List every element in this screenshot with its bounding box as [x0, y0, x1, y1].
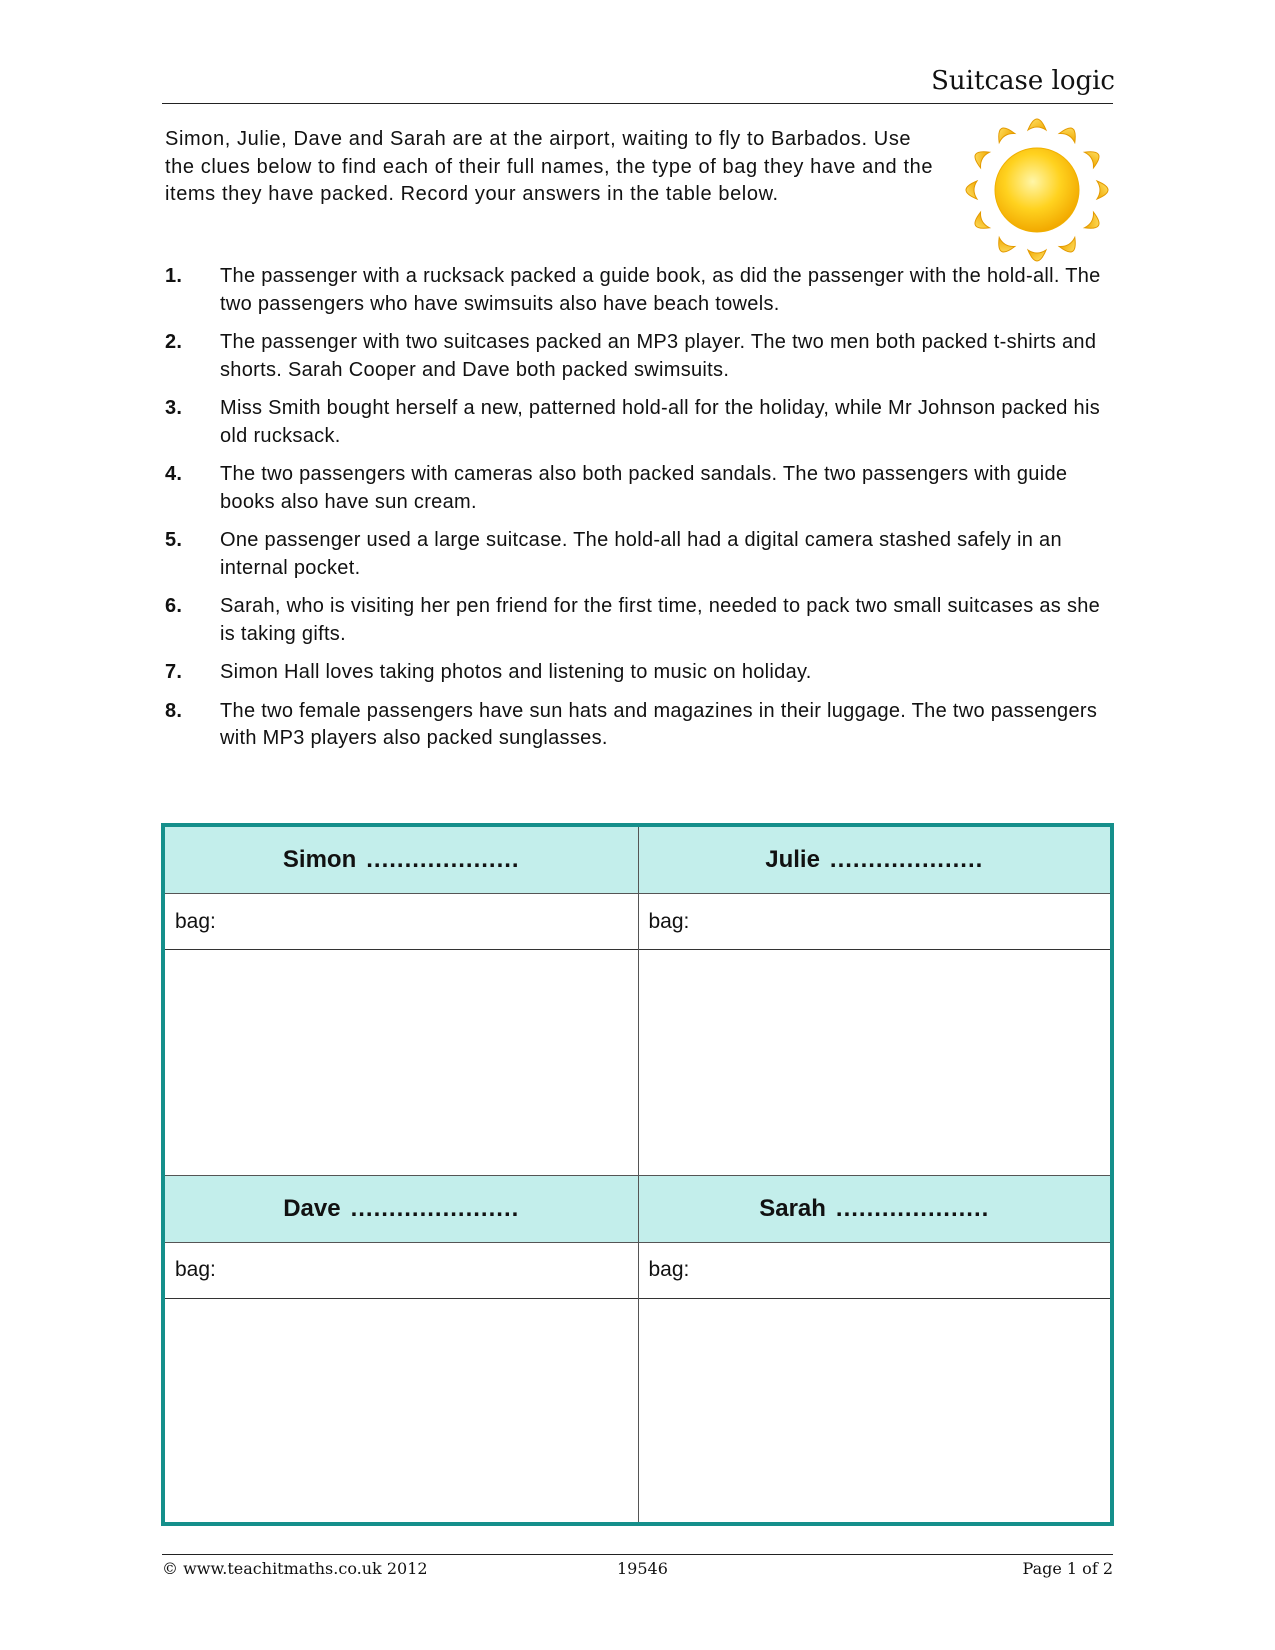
items-area[interactable]: [639, 1299, 1111, 1523]
answer-cell-dave: [165, 1175, 638, 1523]
header-divider: [162, 103, 1113, 104]
surname-blank[interactable]: ......................: [350, 1194, 520, 1222]
name-header: [165, 1176, 638, 1243]
clue-item: [165, 593, 1115, 648]
bag-label: bag:: [175, 1258, 216, 1281]
name-header: [639, 827, 1111, 894]
answer-table: [161, 823, 1114, 1526]
bag-label: bag:: [175, 909, 216, 933]
clue-text: The passenger with two suitcases packed an MP3 player. The two men both packed t-shirts and shorts. Sarah Cooper and Dave both packed swimsuits.: [220, 331, 1097, 381]
clue-number: 7.: [165, 661, 183, 683]
resource-code: 19546: [617, 1559, 668, 1578]
clue-item: [165, 659, 1115, 687]
clue-text: Miss Smith bought herself a new, patterned hold-all for the holiday, while Mr Johnson packed his old rucksack.: [220, 397, 1100, 447]
bag-label: bag:: [648, 909, 690, 933]
footer-divider: [162, 1554, 1113, 1555]
clue-text: Sarah, who is visiting her pen friend for the first time, needed to pack two small suitcases as she is taking gifts.: [220, 595, 1101, 645]
items-area[interactable]: [639, 950, 1111, 1175]
answer-cell-sarah: [638, 1175, 1111, 1523]
clue-list: [165, 263, 1115, 764]
clue-item: [165, 461, 1115, 516]
clue-item: [165, 395, 1115, 450]
clue-number: 2.: [165, 331, 183, 353]
clue-number: 4.: [165, 463, 183, 485]
items-area[interactable]: [165, 1299, 638, 1523]
name-header: [165, 827, 638, 894]
surname-blank[interactable]: ....................: [829, 846, 984, 873]
clue-item: [165, 698, 1115, 753]
clue-text: Simon Hall loves taking photos and listening to music on holiday.: [220, 661, 812, 683]
person-name: Julie: [765, 846, 820, 873]
page-number: Page 1 of 2: [1022, 1559, 1113, 1578]
answer-cell-julie: [638, 827, 1111, 1175]
clue-number: 5.: [165, 529, 183, 551]
bag-field[interactable]: [165, 1243, 638, 1299]
sun-icon: [955, 112, 1120, 272]
clue-item: [165, 527, 1115, 582]
answer-cell-simon: [165, 827, 638, 1175]
clue-number: 8.: [165, 699, 183, 722]
clue-number: 6.: [165, 595, 183, 617]
page-title: Suitcase logic: [931, 66, 1115, 96]
person-name: Dave: [283, 1194, 341, 1222]
clue-text: The passenger with a rucksack packed a guide book, as did the passenger with the hold-all. The two passengers who have swimsuits also have beach towels.: [220, 265, 1101, 315]
name-header: [639, 1176, 1111, 1243]
surname-blank[interactable]: ....................: [366, 846, 520, 873]
person-name: Sarah: [759, 1194, 826, 1222]
clue-text: The two passengers with cameras also both packed sandals. The two passengers with guide books also have sun cream.: [220, 463, 1068, 513]
clue-number: 1.: [165, 265, 183, 287]
clue-text: The two female passengers have sun hats and magazines in their luggage. The two passengers with MP3 players also packed sunglasses.: [220, 699, 1098, 749]
clue-item: [165, 263, 1115, 318]
person-name: Simon: [282, 846, 357, 873]
clue-item: [165, 329, 1115, 384]
bag-field[interactable]: [165, 894, 638, 950]
bag-field[interactable]: [639, 1243, 1111, 1299]
surname-blank[interactable]: ....................: [835, 1194, 990, 1222]
clue-text: One passenger used a large suitcase. The hold-all had a digital camera stashed safely in an internal pocket.: [220, 529, 1062, 579]
clue-number: 3.: [165, 397, 183, 419]
bag-field[interactable]: [639, 894, 1111, 950]
copyright-text: © www.teachitmaths.co.uk 2012: [162, 1559, 428, 1578]
bag-label: bag:: [648, 1258, 690, 1281]
items-area[interactable]: [165, 950, 638, 1175]
intro-paragraph: Simon, Julie, Dave and Sarah are at the airport, waiting to fly to Barbados. Use the clues below to find each of their full names, the type of bag they have and the items they have packed. Record your answers in the table below.: [165, 128, 934, 205]
